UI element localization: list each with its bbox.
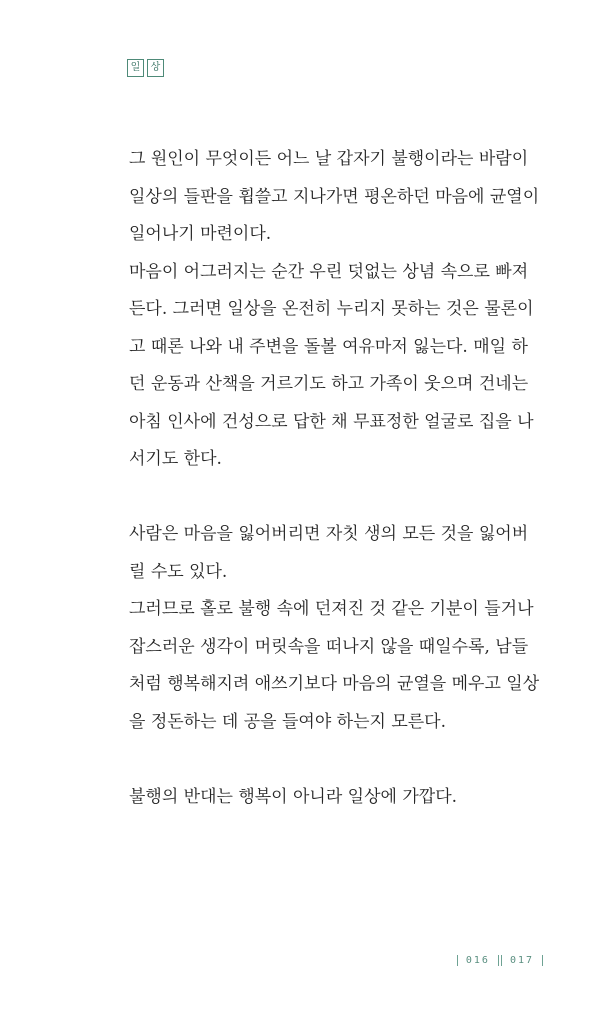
text-line: 불행의 반대는 행복이 아니라 일상에 가깝다. xyxy=(129,786,458,807)
page-number-left: 016 xyxy=(465,955,490,966)
text-line: 던 운동과 산책을 거르기도 하고 가족이 웃으며 건네는 xyxy=(129,374,529,394)
chapter-tag-char: 일 xyxy=(127,59,144,77)
divider xyxy=(542,955,543,966)
text-line: 그 원인이 무엇이든 어느 날 갑자기 불행이라는 바람이 xyxy=(129,149,529,169)
paragraph-gap xyxy=(129,741,549,779)
text-line: 서기도 한다. xyxy=(129,449,222,469)
text-line: 처럼 행복해지려 애쓰기보다 마음의 균열을 메우고 일상 xyxy=(129,674,540,694)
text-line: 을 정돈하는 데 공을 들여야 하는지 모른다. xyxy=(129,711,447,732)
text-line: 아침 인사에 건성으로 답한 채 무표정한 얼굴로 집을 나 xyxy=(129,411,534,432)
body-text xyxy=(129,141,549,816)
text-line: 그러므로 홀로 불행 속에 던져진 것 같은 기분이 들거나 xyxy=(129,599,534,619)
text-line: 마음이 어그러지는 순간 우린 덧없는 상념 속으로 빠져 xyxy=(129,261,529,282)
page-numbers xyxy=(449,955,551,966)
text-line: 릴 수도 있다. xyxy=(129,561,228,582)
text-line: 든다. 그러면 일상을 온전히 누리지 못하는 것은 물론이 xyxy=(129,299,534,319)
text-line: 일어나기 마련이다. xyxy=(129,224,272,244)
text-line: 일상의 들판을 휩쓸고 지나가면 평온하던 마음에 균열이 xyxy=(129,186,540,207)
text-line: 사람은 마음을 잃어버리면 자칫 생의 모든 것을 잃어버 xyxy=(129,524,529,544)
paragraph-gap xyxy=(129,479,549,517)
chapter-tag xyxy=(127,59,164,77)
divider xyxy=(457,955,458,966)
chapter-tag-char: 상 xyxy=(147,59,164,77)
divider xyxy=(501,955,502,966)
text-line: 고 때론 나와 내 주변을 돌볼 여유마저 잃는다. 매일 하 xyxy=(129,336,528,357)
text-line: 잡스러운 생각이 머릿속을 떠나지 않을 때일수록, 남들 xyxy=(129,636,529,657)
divider xyxy=(498,955,499,966)
page-number-right: 017 xyxy=(509,955,534,966)
